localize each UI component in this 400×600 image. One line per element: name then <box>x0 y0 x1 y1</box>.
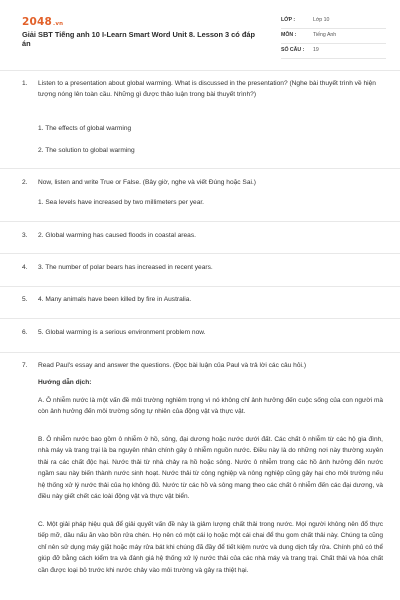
meta-table <box>281 14 386 59</box>
question-text: 3. The number of polar bears has increased in recent years. <box>38 264 213 271</box>
answer-option: 1. Sea levels have increased by two millimeters per year. <box>38 199 205 206</box>
divider <box>0 221 400 222</box>
meta-row-subject <box>281 29 386 44</box>
guide-paragraph-a: A. Ô nhiễm nước là một vấn đề môi trường nghiêm trọng vì nó không chỉ ảnh hưởng đến cuộc sống của con người mà còn ảnh hưởng đến môi trường sống tự nhiên của động vật và thực vật. <box>38 397 383 416</box>
meta-label: SỐ CÂU : <box>281 47 305 53</box>
question-number: 1. <box>22 80 28 87</box>
meta-value: Lớp 10 <box>313 17 330 23</box>
meta-value: 19 <box>313 47 319 53</box>
question-text: 2. Global warming has caused floods in coastal areas. <box>38 232 196 239</box>
question-text: 5. Global warming is a serious environment problem now. <box>38 329 206 336</box>
meta-row-class <box>281 14 386 29</box>
meta-row-count <box>281 44 386 59</box>
question-text: Now, listen and write True or False. (Bây giờ, nghe và viết Đúng hoặc Sai.) <box>38 179 256 186</box>
answer-option: 2. The solution to global warming <box>38 147 135 154</box>
meta-value: Tiếng Anh <box>313 32 337 38</box>
divider <box>0 286 400 287</box>
meta-label: MÔN : <box>281 32 297 38</box>
page-header <box>0 0 400 62</box>
question-number: 7. <box>22 362 28 369</box>
site-logo[interactable] <box>22 16 63 28</box>
question-number: 2. <box>22 179 28 186</box>
question-number: 3. <box>22 232 28 239</box>
guide-paragraph-b: B. Ô nhiễm nước bao gồm ô nhiễm ở hồ, sông, đại dương hoặc nước dưới đất. Các chất ô nhiễm từ các hộ gia đình, nhà máy và trang trại là ba nguyên nhân chính gây ô nhiễm nguồn nước. Điều này là do những nơi này thường xuyên thải ra các chất độc hại. Nước thải từ nhà chảy ra hồ hoặc sông. Nước ô nhiễm trong các hồ ảnh hưởng đến nước ngầm sau này biến thành nước sinh hoạt. Nước thải từ công nghiệp và nông nghiệp cũng gây hại cho môi trường nếu hệ thống xử lý nước thải của họ không đủ. Nước từ các hồ và sông mang theo các chất ô nhiễm đến các đại dương, và điều này giết chết các loài động vật và thực vật biển. <box>38 436 383 501</box>
logo-text: 2048 <box>22 16 53 28</box>
guide-heading: Hướng dẫn dịch: <box>38 379 92 386</box>
divider <box>0 253 400 254</box>
meta-label: LỚP : <box>281 17 296 23</box>
question-number: 4. <box>22 264 28 271</box>
divider <box>0 70 400 71</box>
question-text: 4. Many animals have been killed by fire in Australia. <box>38 296 192 303</box>
question-text: Listen to a presentation about global warming. What is discussed in the presentation? (Nghe bài thuyết trình về hiện tượng nóng lên toàn cầu. Những gì được thảo luận trong bài thuyết trình?) <box>38 80 376 99</box>
question-number: 5. <box>22 296 28 303</box>
divider <box>0 168 400 169</box>
question-text: Read Paul's essay and answer the questions. (Đọc bài luận của Paul và trả lời các câu hỏi.) <box>38 362 307 369</box>
answer-option: 1. The effects of global warming <box>38 125 132 132</box>
question-number: 6. <box>22 329 28 336</box>
divider <box>0 318 400 319</box>
divider <box>0 352 400 353</box>
guide-paragraph-c: C. Một giải pháp hiệu quả để giải quyết vấn đề này là giảm lượng chất thải trong nước. Mọi người không nên đổ thực tiếp mỡ, dầu nấu ăn vào bồn rửa chén. Họ nên có một cái lọ hoặc một cái chai để thu gom chất thải này. Chúng ta cũng chỉ nên sử dụng máy giặt hoặc máy rửa bát khi chúng đã đầy để tiết kiệm nước và dung dịch tẩy rửa. Chính phủ có thể giúp đỡ bằng cách kiểm tra và đánh giá hệ thống xử lý nước thải của các nhà máy và trang trại. Chất thải và hóa chất cần được loại bỏ trước khi nước chảy vào môi trường và gây ra thiệt hại. <box>38 521 383 574</box>
page-title: Giải SBT Tiếng anh 10 I-Learn Smart Word Unit 8. Lesson 3 có đáp án <box>22 30 255 49</box>
logo-domain: .vn <box>53 21 64 27</box>
